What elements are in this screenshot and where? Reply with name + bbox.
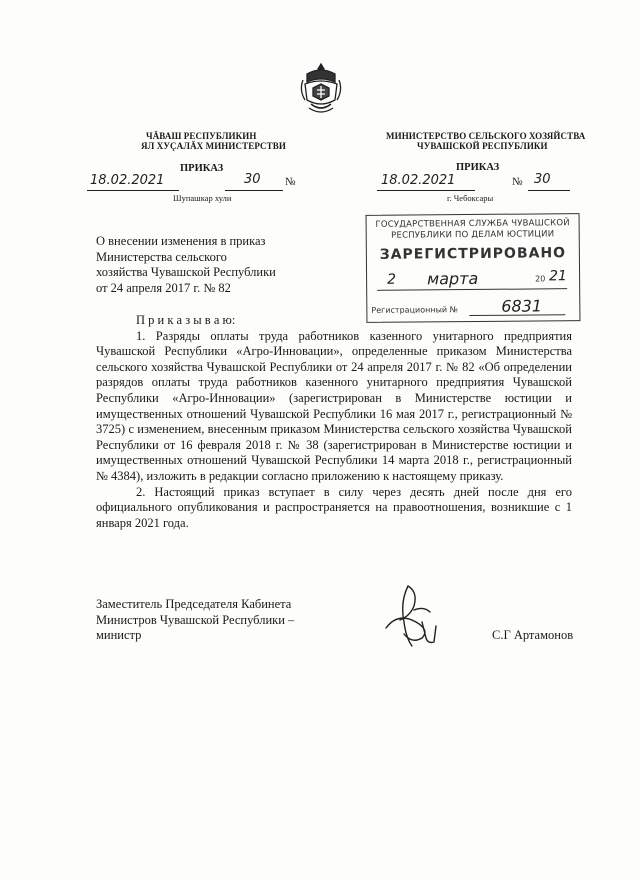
stamp-reg-number: 6831 (501, 296, 543, 316)
position-line-3: министр (96, 628, 142, 642)
title-line-4: от 24 апреля 2017 г. № 82 (96, 280, 231, 295)
stamp-status: ЗАРЕГИСТРИРОВАНО (379, 245, 567, 263)
stamp-line2: РЕСПУБЛИКИ ПО ДЕЛАМ ЮСТИЦИИ (391, 229, 555, 241)
stamp-line1: ГОСУДАРСТВЕННАЯ СЛУЖБА ЧУВАШСКОЙ (375, 218, 570, 230)
right-number-sign: № (512, 176, 523, 188)
signatory-name: С.Г Артамонов (492, 628, 574, 642)
emblem (297, 60, 345, 118)
right-place: г. Чебоксары (447, 193, 494, 203)
left-header-line1: ЧĂВАШ РЕСПУБЛИКИН (146, 131, 257, 141)
right-header-line2: ЧУВАШСКОЙ РЕСПУБЛИКИ (417, 141, 548, 151)
right-header-line1: МИНИСТЕРСТВО СЕЛЬСКОГО ХОЗЯЙСТВА (386, 131, 586, 141)
order-title (96, 234, 326, 296)
title-line-3: хозяйства Чувашской Республики (96, 265, 276, 279)
right-number: 30 (534, 172, 551, 187)
stamp-year-suffix: 21 (549, 268, 567, 285)
stamp-month: марта (427, 268, 479, 289)
order-intro: П р и к а з ы в а ю: (136, 313, 236, 327)
stamp-reg-label: Регистрационный № (371, 305, 458, 315)
left-number-sign: № (285, 176, 296, 188)
left-doc-type: ПРИКАЗ (180, 163, 224, 174)
left-header-line2: ЯЛ ХУÇАЛĂХ МИНИСТЕРСТВИ (141, 141, 286, 151)
order-paragraph-1: 1. Разряды оплаты труда работников казенного унитарного предприятия Чувашской Республики «Агро-Инновации», определенные приказом Министерства сельского хозяйства Чувашской Республики от 24 апреля 2017 г. № 82 «Об определении разрядов оплаты труда работников казенного унитарного предприятия Чувашской Республики «Агро-Инновации» (зарегистрирован в Министерстве юстиции и имущественных отношений Чувашской Республики 16 мая 2017 г., регистрационный № 3725) с изменением, внесенным приказом Министерства сельского хозяйства Чувашской Республики от 16 февраля 2018 г. № 38 (зарегистрирован в Министерстве юстиции и имущественных отношений Чувашской Республики 14 марта 2018 г., регистрационный № 4384), изложить в редакции согласно приложению к настоящему приказу. (96, 328, 572, 483)
order-body (96, 313, 572, 531)
order-paragraph-2: 2. Настоящий приказ вступает в силу через десять дней после дня его официального опубликования и распространяется на правоотношения, возникшие с 1 января 2021 года. (96, 484, 572, 530)
signatory-position (96, 597, 356, 644)
right-date: 18.02.2021 (381, 173, 456, 188)
registration-stamp (366, 213, 581, 323)
title-line-2: Министерства сельского (96, 249, 227, 264)
handwritten-signature (378, 582, 448, 652)
stamp-year-prefix: 20 (535, 274, 546, 284)
position-line-2: Министров Чувашской Республики – (96, 612, 295, 627)
right-doc-type: ПРИКАЗ (456, 162, 500, 173)
left-number: 30 (244, 172, 261, 187)
left-place: Шупашкар хули (173, 193, 232, 203)
title-line-1: О внесении изменения в приказ (96, 234, 266, 248)
stamp-day: 2 (387, 271, 397, 288)
left-date: 18.02.2021 (90, 173, 165, 188)
position-line-1: Заместитель Председателя Кабинета (96, 597, 292, 611)
